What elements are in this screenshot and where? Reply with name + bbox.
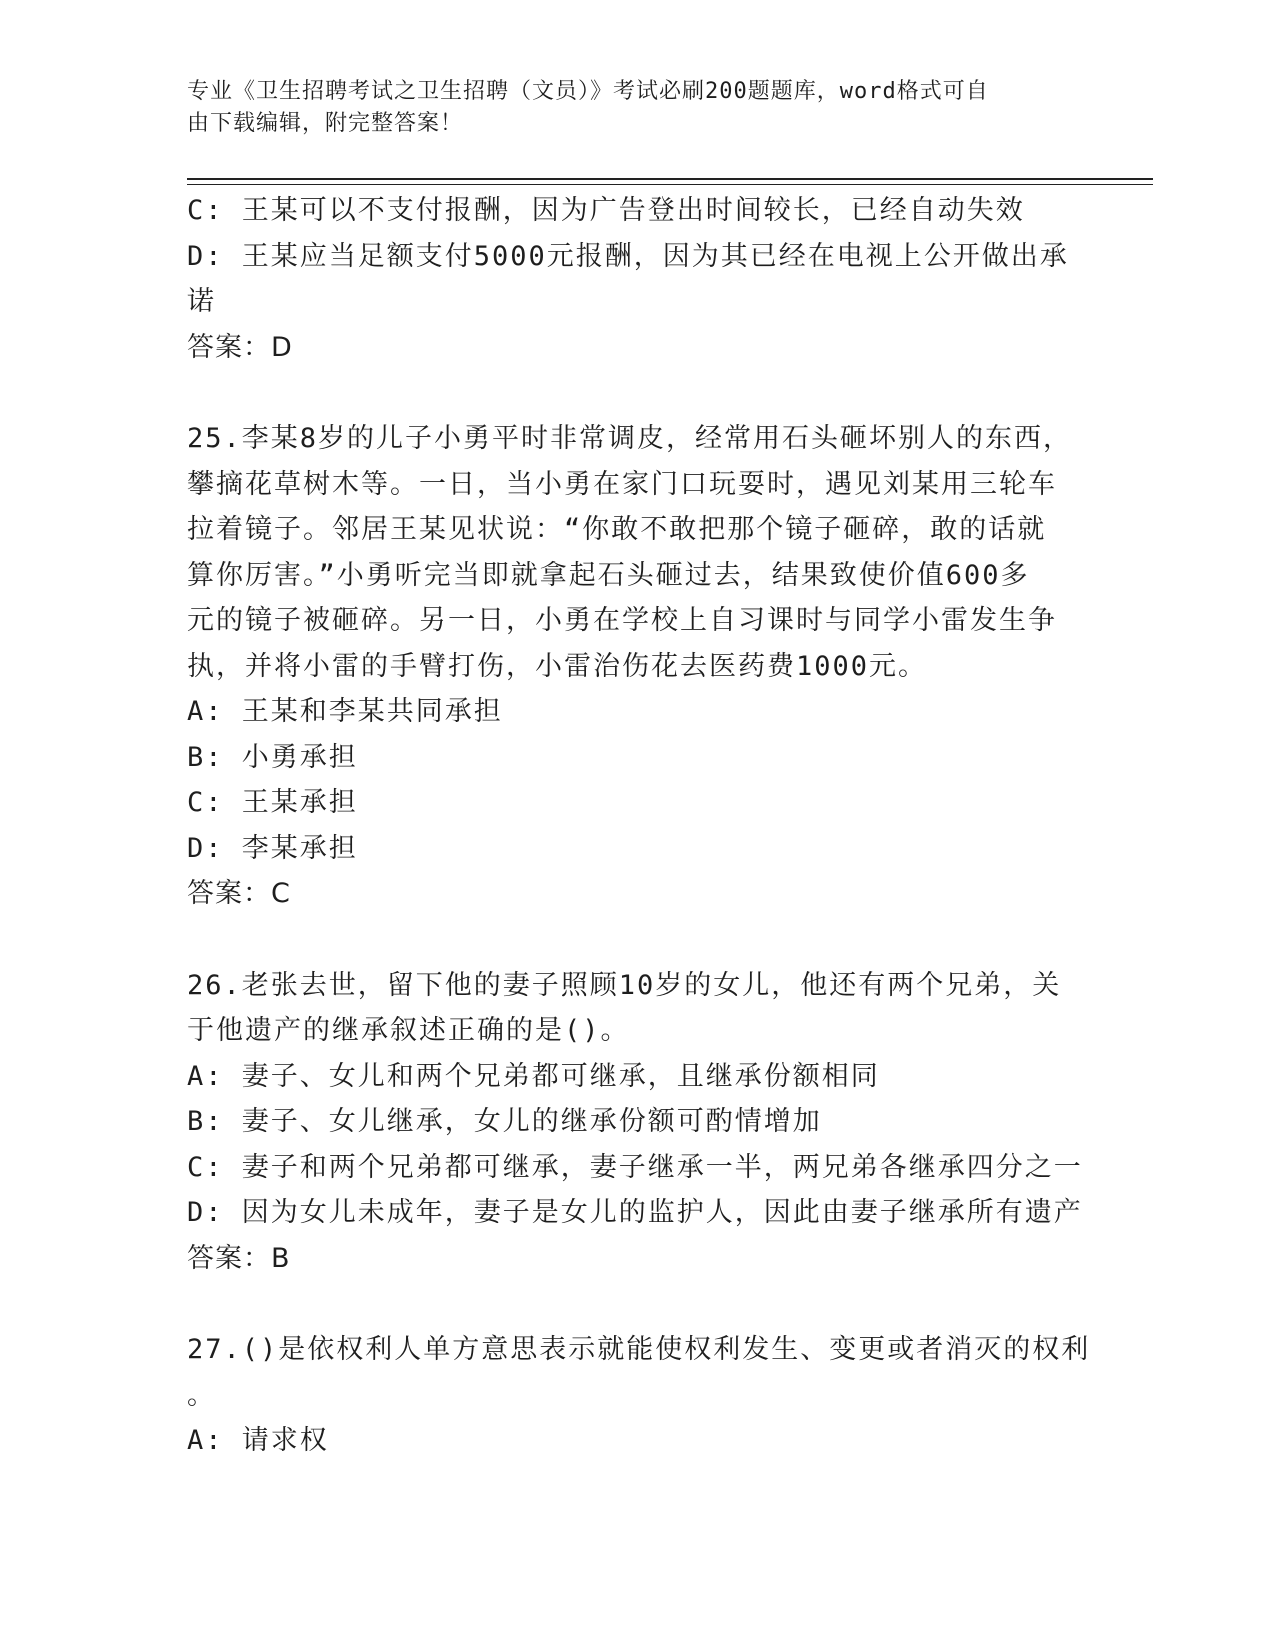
question-text-line: 于他遗产的继承叙述正确的是()。 xyxy=(187,1015,630,1046)
question-text-line: 。 xyxy=(187,1379,216,1411)
question-24-tail xyxy=(187,188,1087,370)
answer-label: 答案：C xyxy=(187,878,291,909)
question-text-line: 27.()是依权利人单方意思表示就能使权利发生、变更或者消灭的权利 xyxy=(187,1334,1091,1365)
option-b: B: 妻子、女儿继承，女儿的继承份额可酌情增加 xyxy=(187,1106,822,1137)
answer-label: 答案：D xyxy=(187,331,293,363)
header-line-2: 由下载编辑，附完整答案！ xyxy=(187,111,464,136)
spacer xyxy=(187,1281,1087,1327)
question-25 xyxy=(187,416,1087,917)
question-text-line: 执，并将小雷的手臂打伤，小雷治伤花去医药费1000元。 xyxy=(187,650,928,682)
question-text-line: 拉着镜子。邻居王某见状说：“你敢不敢把那个镜子砸碎，敢的话就 xyxy=(187,514,1047,545)
question-27 xyxy=(187,1327,1091,1464)
option-c: C: 王某承担 xyxy=(187,787,358,818)
option-a: A: 请求权 xyxy=(187,1425,329,1456)
spacer xyxy=(187,917,1087,963)
option-a: A: 妻子、女儿和两个兄弟都可继承，且继承份额相同 xyxy=(187,1060,880,1092)
question-26 xyxy=(187,963,1087,1282)
option-d: D: 因为女儿未成年，妻子是女儿的监护人，因此由妻子继承所有遗产 xyxy=(187,1197,1083,1228)
option-d-line-2: 诺 xyxy=(187,286,216,317)
question-text-line: 25.李某8岁的儿子小勇平时非常调皮，经常用石头砸坏别人的东西， xyxy=(187,423,1073,454)
option-d-line-1: D: 王某应当足额支付5000元报酬，因为其已经在电视上公开做出承 xyxy=(187,240,1069,272)
header-rule-thin xyxy=(187,184,1153,185)
option-a: A: 王某和李某共同承担 xyxy=(187,696,503,727)
question-text-line: 元的镜子被砸碎。另一日，小勇在学校上自习课时与同学小雷发生争 xyxy=(187,605,1057,636)
option-b: B: 小勇承担 xyxy=(187,741,358,773)
header-rule-thick xyxy=(187,178,1153,180)
header-line-1: 专业《卫生招聘考试之卫生招聘（文员）》考试必刷200题题库，word格式可自 xyxy=(187,79,989,104)
question-text-line: 算你厉害。”小勇听完当即就拿起石头砸过去，结果致使价值600多 xyxy=(187,559,1030,591)
document-body xyxy=(187,188,1091,1464)
question-text-line: 26.老张去世，留下他的妻子照顾10岁的女儿，他还有两个兄弟，关 xyxy=(187,969,1062,1001)
spacer xyxy=(187,370,1087,416)
option-c: C: 妻子和两个兄弟都可继承，妻子继承一半，两兄弟各继承四分之一 xyxy=(187,1151,1083,1183)
document-header xyxy=(187,76,1067,140)
answer-label: 答案：B xyxy=(187,1242,291,1274)
option-c: C: 王某可以不支付报酬，因为广告登出时间较长，已经自动失效 xyxy=(187,195,1025,226)
option-d: D: 李某承担 xyxy=(187,832,358,864)
question-text-line: 攀摘花草树木等。一日，当小勇在家门口玩耍时，遇见刘某用三轮车 xyxy=(187,468,1057,500)
